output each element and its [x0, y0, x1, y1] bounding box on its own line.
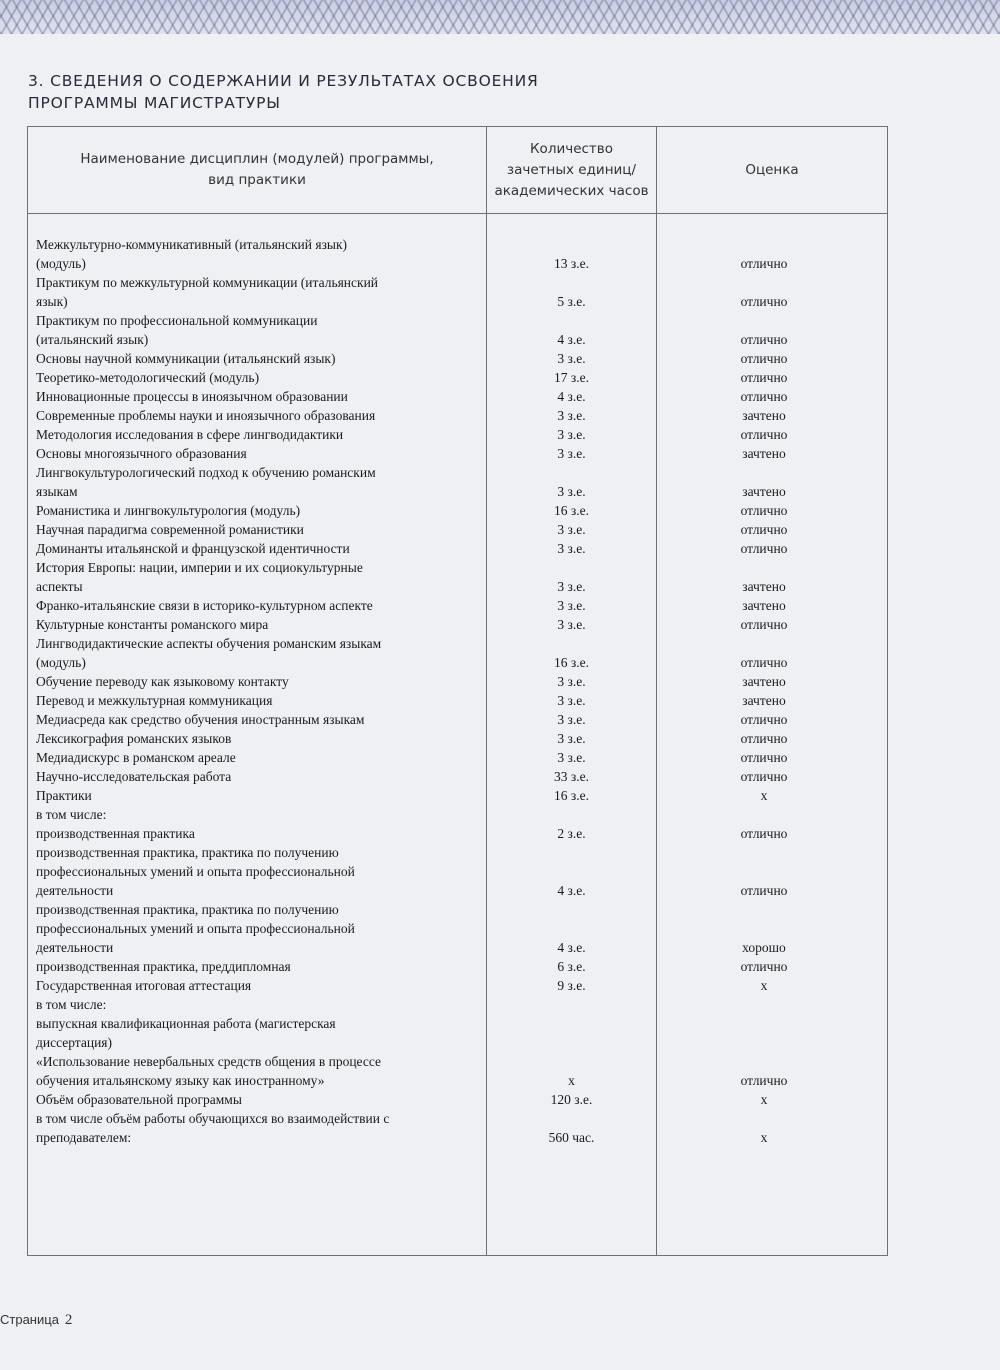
header-grade-text: Оценка: [745, 161, 799, 178]
results-table: [27, 126, 888, 1256]
grade: зачтено: [742, 579, 786, 594]
header-name: [28, 127, 486, 213]
table-row: [28, 729, 887, 748]
credit-units: 3 з.е.: [557, 484, 586, 499]
section-title: [28, 70, 728, 114]
page-footer: [0, 1312, 72, 1329]
table-row: [28, 311, 887, 349]
discipline-name: История Европы: нации, империи и их социокультурные аспекты: [36, 560, 363, 594]
credit-units: 3 з.е.: [557, 427, 586, 442]
grade: отлично: [740, 332, 788, 347]
credit-units: 3 з.е.: [557, 750, 586, 765]
discipline-name: Доминанты итальянской и французской идентичности: [36, 541, 350, 556]
page-number: 2: [64, 1312, 73, 1328]
grade: отлично: [740, 826, 788, 841]
credit-units: 6 з.е.: [557, 959, 586, 974]
credit-units: 16 з.е.: [554, 503, 589, 518]
discipline-name: производственная практика, практика по получению профессиональных умений и опыта профессиональной деятельности: [36, 845, 355, 898]
table-row: [28, 634, 887, 672]
credit-units: 13 з.е.: [554, 256, 589, 271]
credit-units: 3 з.е.: [557, 522, 586, 537]
discipline-name: Межкультурно-коммуникативный (итальянский язык) (модуль): [36, 237, 348, 271]
discipline-name: Научная парадигма современной романистики: [36, 522, 304, 537]
table-row: [28, 843, 887, 900]
discipline-name: Медиадискурс в романском ареале: [36, 750, 236, 765]
grade: зачтено: [742, 674, 786, 689]
section-title-line2: ПРОГРАММЫ МАГИСТРАТУРЫ: [28, 94, 281, 112]
table-row: [28, 615, 887, 634]
guilloche-border: [0, 0, 1000, 34]
grade: отлично: [740, 294, 788, 309]
table-row: [28, 387, 887, 406]
discipline-name: Основы научной коммуникации (итальянский язык): [36, 351, 336, 366]
credit-units: 17 з.е.: [554, 370, 589, 385]
discipline-name: Перевод и межкультурная коммуникация: [36, 693, 273, 708]
header-divider: [28, 213, 887, 214]
discipline-name: Инновационные процессы в иноязычном образовании: [36, 389, 348, 404]
table-row: [28, 368, 887, 387]
grade: отлично: [740, 541, 788, 556]
table-row: [28, 691, 887, 710]
discipline-name: Практикум по межкультурной коммуникации (итальянский язык): [36, 275, 379, 309]
credit-units: x: [568, 1073, 575, 1088]
header-name-text: Наименование дисциплин (модулей) программы, вид практики: [80, 151, 434, 188]
discipline-name: Основы многоязычного образования: [36, 446, 247, 461]
discipline-name: Практики: [36, 788, 92, 803]
credit-units: 4 з.е.: [557, 883, 586, 898]
table-row: [28, 710, 887, 729]
header-grade: [657, 127, 887, 213]
table-row: [28, 805, 887, 843]
credit-units: 4 з.е.: [557, 332, 586, 347]
discipline-name: Франко-итальянские связи в историко-культурном аспекте: [36, 598, 373, 613]
discipline-name: Лингводидактические аспекты обучения романским языкам (модуль): [36, 636, 382, 670]
page-label: Страница: [0, 1312, 59, 1327]
credit-units: 3 з.е.: [557, 693, 586, 708]
discipline-name: производственная практика, преддипломная: [36, 959, 291, 974]
credit-units: 3 з.е.: [557, 446, 586, 461]
discipline-name: Лексикография романских языков: [36, 731, 232, 746]
grade: отлично: [740, 712, 788, 727]
credit-units: 3 з.е.: [557, 598, 586, 613]
grade: отлично: [740, 389, 788, 404]
table-row: [28, 501, 887, 520]
grade: отлично: [740, 959, 788, 974]
discipline-name: Медиасреда как средство обучения иностранным языкам: [36, 712, 365, 727]
grade: зачтено: [742, 484, 786, 499]
credit-units: 16 з.е.: [554, 655, 589, 670]
credit-units: 3 з.е.: [557, 712, 586, 727]
discipline-name: Современные проблемы науки и иноязычного образования: [36, 408, 376, 423]
credit-units: 3 з.е.: [557, 617, 586, 632]
grade: отлично: [740, 427, 788, 442]
table-row: [28, 976, 887, 995]
grade: отлично: [740, 256, 788, 271]
table-row: [28, 558, 887, 596]
table-row: [28, 995, 887, 1090]
credit-units: 3 з.е.: [557, 674, 586, 689]
table-row: [28, 672, 887, 691]
grade: хорошо: [742, 940, 786, 955]
credit-units: 3 з.е.: [557, 579, 586, 594]
discipline-name: производственная практика, практика по получению профессиональных умений и опыта профессиональной деятельности: [36, 902, 355, 955]
credit-units: 2 з.е.: [557, 826, 586, 841]
table-row: [28, 406, 887, 425]
credit-units: 3 з.е.: [557, 541, 586, 556]
grade: отлично: [740, 617, 788, 632]
discipline-name: Объём образовательной программы: [36, 1092, 242, 1107]
table-row: [28, 900, 887, 957]
discipline-name: Теоретико-методологический (модуль): [36, 370, 260, 385]
table-row: [28, 748, 887, 767]
table-row: [28, 520, 887, 539]
table-row: [28, 1109, 887, 1147]
discipline-name: Методология исследования в сфере лингводидактики: [36, 427, 344, 442]
discipline-name: Обучение переводу как языковому контакту: [36, 674, 289, 689]
grade: зачтено: [742, 693, 786, 708]
grade: зачтено: [742, 408, 786, 423]
table-row: [28, 444, 887, 463]
credit-units: 4 з.е.: [557, 389, 586, 404]
grade: отлично: [740, 503, 788, 518]
grade: отлично: [740, 370, 788, 385]
discipline-name: Государственная итоговая аттестация: [36, 978, 252, 993]
grade: x: [760, 788, 768, 803]
grade: отлично: [740, 750, 788, 765]
credit-units: 33 з.е.: [554, 769, 589, 784]
table-row: [28, 425, 887, 444]
credit-units: 5 з.е.: [557, 294, 586, 309]
table-row: [28, 235, 887, 273]
discipline-name: в том числе объём работы обучающихся во взаимодействии с преподавателем:: [36, 1111, 390, 1145]
credit-units: 560 час.: [548, 1130, 595, 1145]
discipline-name: Научно-исследовательская работа: [36, 769, 232, 784]
credit-units: 9 з.е.: [557, 978, 586, 993]
table-row: [28, 596, 887, 615]
table-row: [28, 273, 887, 311]
table-row: [28, 539, 887, 558]
grade: отлично: [740, 731, 788, 746]
grade: x: [760, 978, 768, 993]
discipline-name: Культурные константы романского мира: [36, 617, 269, 632]
table-row: [28, 957, 887, 976]
grade: зачтено: [742, 446, 786, 461]
grade: x: [760, 1092, 768, 1107]
credit-units: 120 з.е.: [550, 1092, 593, 1107]
credit-units: 3 з.е.: [557, 731, 586, 746]
grade: отлично: [740, 351, 788, 366]
table-row: [28, 767, 887, 786]
credit-units: 3 з.е.: [557, 351, 586, 366]
table-row: [28, 1090, 887, 1109]
credit-units: 4 з.е.: [557, 940, 586, 955]
discipline-name: Лингвокультурологический подход к обучению романским языкам: [36, 465, 376, 499]
section-title-line1: 3. СВЕДЕНИЯ О СОДЕРЖАНИИ И РЕЗУЛЬТАТАХ ОСВОЕНИЯ: [28, 72, 539, 90]
grade: x: [760, 1130, 768, 1145]
table-row: [28, 349, 887, 368]
table-row: [28, 463, 887, 501]
grade: отлично: [740, 769, 788, 784]
discipline-name: в том числе: производственная практика: [36, 807, 195, 841]
credit-units: 16 з.е.: [554, 788, 589, 803]
grade: зачтено: [742, 598, 786, 613]
discipline-name: в том числе: выпускная квалификационная работа (магистерская диссертация) «Использование невербальных средств общения в процессе обучения итальянскому языку как иностранному»: [36, 997, 382, 1088]
grade: отлично: [740, 883, 788, 898]
grade: отлично: [740, 522, 788, 537]
header-credits-text: Количество зачетных единиц/ академических часов: [494, 140, 649, 199]
discipline-name: Романистика и лингвокультурология (модуль): [36, 503, 301, 518]
table-row: [28, 786, 887, 805]
credit-units: 3 з.е.: [557, 408, 586, 423]
discipline-name: Практикум по профессиональной коммуникации (итальянский язык): [36, 313, 318, 347]
grade: отлично: [740, 1073, 788, 1088]
header-credits: [487, 127, 656, 213]
grade: отлично: [740, 655, 788, 670]
